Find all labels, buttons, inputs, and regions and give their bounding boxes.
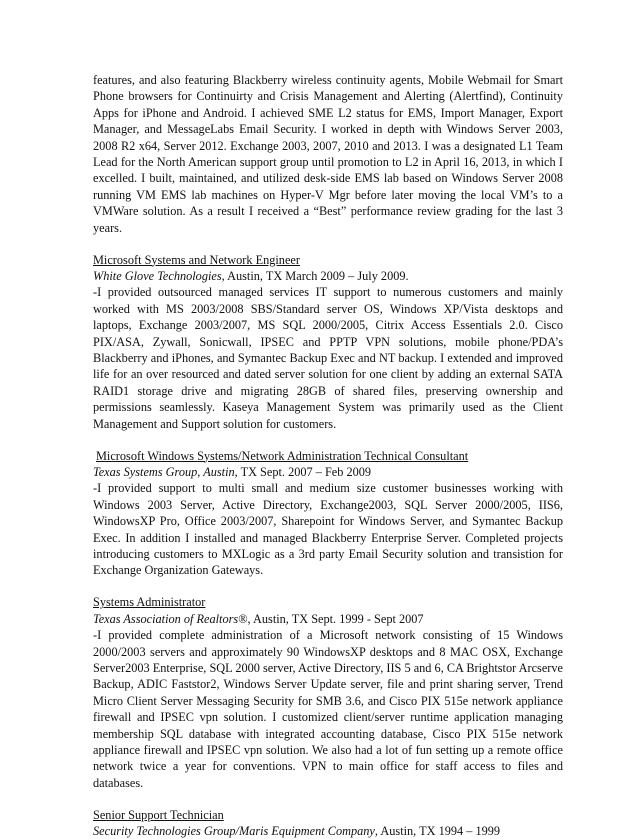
resume-page [93,72,563,839]
job-meta [93,823,563,839]
job-details: Austin, TX Sept. 1999 - Sept 2007 [250,611,424,626]
job-description: -I provided complete administration of a Microsoft network consisting of 15 Windows 2000/2003 servers and approximately 90 WindowsXP desktops and 8 MAC OSX, Exchange Server2003 Enterprise, SQL 2000 server, Active Directory, IIS 5 and 6, CA Brightstor Arcserve Backup, ADIC Faststor2, Windows Server Update server, file and print sharing server, Trend Micro Client Server Messaging Security for SMB 3.6, and Cisco PIX 515e network appliance firewall and IPSEC vpn solution. I customized client/server runtime application managing membership SQL database with integrated accounting database, Cisco PIX 515e network appliance firewall and IPSEC vpn solution. We also had a lot of fun setting up a remote office network twice a year for conventions. VPN to main office for staff access to files and databases. [93,628,563,790]
company-name: Texas Systems Group, Austin, [93,464,238,479]
job-meta [93,611,563,627]
job-meta [93,464,563,480]
company-name: White Glove Technologies [93,268,222,283]
job-description: -I provided outsourced managed services IT support to numerous customers and mainly worked with MS 2003/2008 SBS/Standard server OS, Windows XP/Vista desktops and laptops, Exchange 2003/2007, MS SQL 2000/2005, Citrix Access Essentials 2.0. Cisco PIX/ASA, Zywall, Sonicwall, IPSEC and PPTP VPN solutions, mobile phone/PDA’s Blackberry and iPhones, and Symantec Backup Exec and NT backup. I extended and improved life for an over resourced and dated server solution for one client by adding an external SATA RAID1 storage drive and migrating 28GB of shared files, preserving ownership and permissions seamlessly. Kaseya Management System was primarily used as the Client Management and Support solution for customers. [93,285,563,431]
intro-paragraph: features, and also featuring Blackberry wireless continuity agents, Mobile Webmail for Smart Phone browsers for Continuirty and Crisis Management and Alerting (Alertfind), Continuity Apps for iPhone and Android. I achieved SME L2 status for EMS, Import Manager, Export Manager, and MessageLabs Email Security. I worked in depth with Windows Server 2003, 2008 R2 x64, Server 2012. Exchange 2003, 2007, 2010 and 2013. I was a designated L1 Team Lead for the North American support group until promotion to L2 in April 16, 2013, in which I excelled. I built, maintained, and utilized desk-side EMS lab based on Windows Server 2008 running VM EMS lab machines on Hyper-V Mgr before later moving the local VM’s to a VMWare solution. As a result I received a “Best” performance review grading for the last 3 years. [93,73,563,235]
job-details: , Austin, TX March 2009 – July 2009. [221,268,409,283]
job-title: Systems Administrator [93,595,206,610]
job-details: TX Sept. 2007 – Feb 2009 [237,464,372,479]
job-entry-texas-realtors [93,594,563,791]
job-title: Microsoft Windows Systems/Network Administration Technical Consultant [96,448,469,463]
job-meta [93,268,563,284]
job-entry-white-glove [93,252,563,432]
job-details: , Austin, TX 1994 – 1999 [374,824,501,839]
job-title: Microsoft Systems and Network Engineer [93,252,300,267]
company-name: Security Technologies Group/Maris Equipment Company [93,824,375,839]
job-description: -I provided support to multi small and medium size customer businesses working with Windows 2003 Server, Active Directory, Exchange2003, SQL Server 2000/2005, IIS6, WindowsXP Pro, Office 2003/2007, Sharepoint for Windows Server, and Symantec Backup Exec. In addition I installed and managed Blackberry Enterprise Server. Completed projects introducing customers to MXLogic as a 3rd party Email Security solution and transistion for Exchange Organization Gateways. [93,481,563,578]
company-name: Texas Association of Realtors®, [93,611,251,626]
job-entry-security-technologies [93,807,563,839]
job-title: Senior Support Technician [93,807,224,822]
job-entry-texas-systems [93,448,563,579]
